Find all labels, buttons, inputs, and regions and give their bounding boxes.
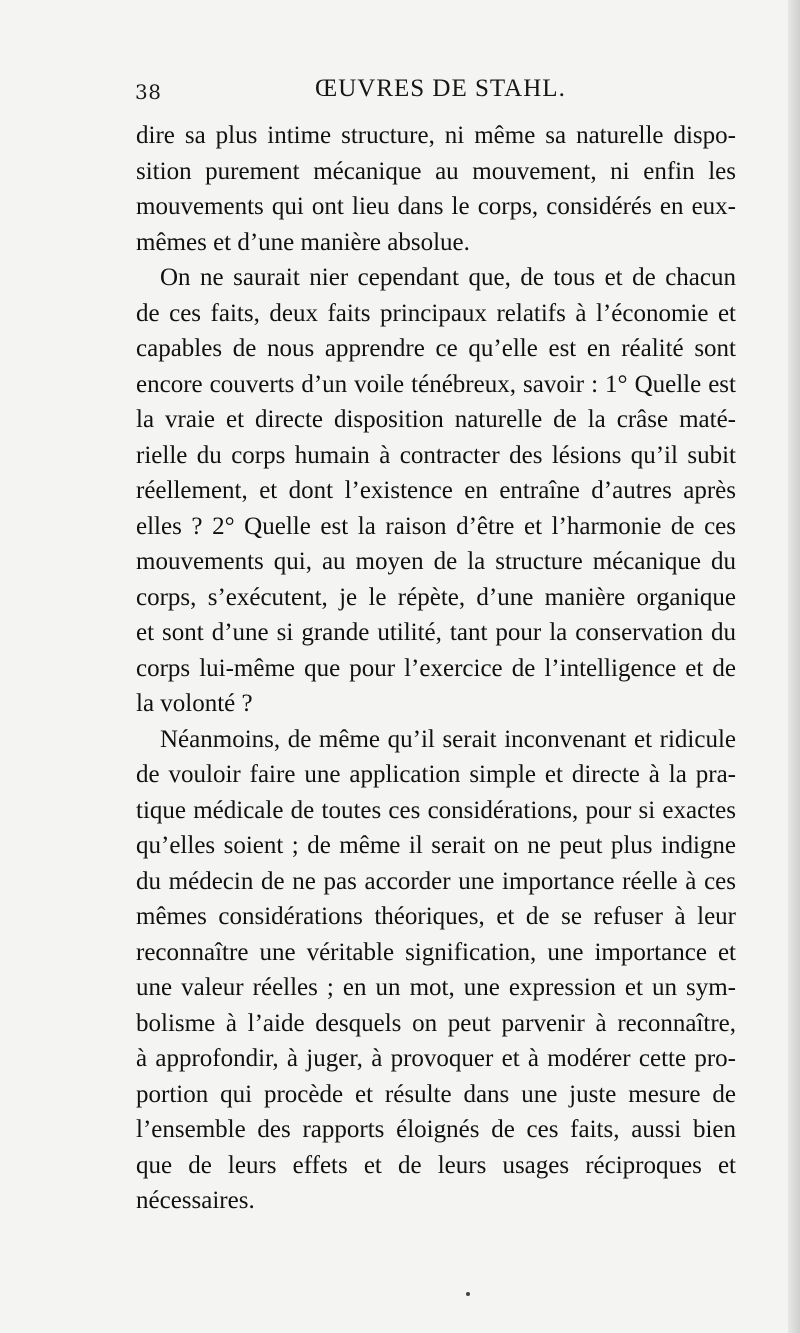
text-line: sition purement mécanique au mouvement, ni enfin les [136,157,736,185]
text-line: mouvements qui ont lieu dans le corps, considérés en eux- [136,193,736,220]
running-title: ŒUVRES DE STAHL. [315,75,566,102]
page-edge-shadow [788,0,800,1333]
text-line: de ces faits, deux faits principaux relatifs à l’économie et [136,299,736,327]
text-line: et sont d’une si grande utilité, tant pour la conservation du [136,619,736,646]
text-line: mêmes et d’une manière absolue. [136,228,470,256]
text-line: corps, s’exécutent, je le répète, d’une manière organique [136,583,736,611]
text-line: On ne saurait nier cependant que, de tous et de chacun [160,264,736,291]
text-line: rielle du corps humain à contracter des lésions qu’il subit [136,441,736,469]
text-line: de vouloir faire une application simple et directe à la pra- [136,761,736,788]
print-speck [466,1292,470,1296]
text-line: portion qui procède et résulte dans une juste mesure de [136,1080,736,1108]
text-line: l’ensemble des rapports éloignés de ces faits, aussi bien [136,1116,736,1143]
page-number: 38 [135,80,162,104]
text-line: bolisme à l’aide desquels on peut parvenir à reconnaître, [136,1009,736,1037]
text-line: dire sa plus intime structure, ni même sa naturelle dispo- [136,122,736,149]
text-line: nécessaires. [136,1187,255,1214]
text-line: elles ? 2° Quelle est la raison d’être et l’harmonie de ces [136,512,736,540]
text-line: qu’elles soient ; de même il serait on ne peut plus indigne [136,832,736,859]
body-text [136,118,736,1219]
text-line: mêmes considérations théoriques, et de se refuser à leur [136,903,736,930]
text-line: Néanmoins, de même qu’il serait inconvenant et ridicule [160,725,736,753]
text-line: la vraie et directe disposition naturelle de la crâse maté- [136,406,736,433]
text-line: que de leurs effets et de leurs usages réciproques et [136,1151,736,1179]
text-line: corps lui-même que pour l’exercice de l’intelligence et de [136,654,736,682]
text-line: tique médicale de toutes ces considérations, pour si exactes [136,796,736,824]
running-head [0,72,800,108]
text-line: la volonté ? [136,690,253,717]
text-line: du médecin de ne pas accorder une importance réelle à ces [136,867,736,895]
text-line: à approfondir, à juger, à provoquer et à modérer cette pro- [136,1045,736,1072]
text-line: réellement, et dont l’existence en entraîne d’autres après [136,477,736,504]
text-line: capables de nous apprendre ce qu’elle est en réalité sont [136,335,736,362]
text-line: mouvements qui, au moyen de la structure mécanique du [136,548,736,575]
text-line: une valeur réelles ; en un mot, une expression et un sym- [136,974,736,1001]
text-line: reconnaître une véritable signification, une importance et [136,938,736,966]
text-line: encore couverts d’un voile ténébreux, savoir : 1° Quelle est [136,370,736,398]
